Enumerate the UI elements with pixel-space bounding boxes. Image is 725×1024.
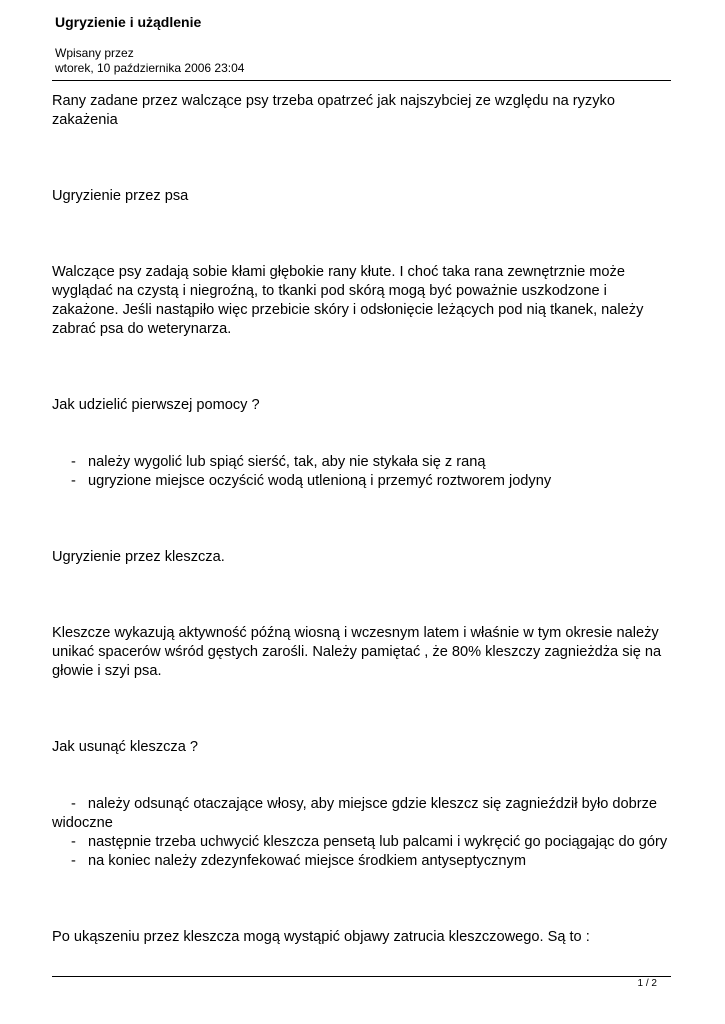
list-item: - na koniec należy zdezynfekować miejsce środkiem antyseptycznym <box>52 852 677 871</box>
posted-by: Wpisany przez <box>55 46 134 60</box>
symptoms-paragraph: Po ukąszeniu przez kleszcza mogą wystąpić objawy zatrucia kleszczowego. Są to : <box>52 929 590 945</box>
heading-dog-bite: Ugryzienie przez psa <box>52 188 189 204</box>
intro-paragraph: Rany zadane przez walczące psy trzeba opatrzeć jak najszybciej ze względu na ryzyko zakażenia <box>52 93 615 128</box>
list-item: - należy odsunąć otaczające włosy, aby miejsce gdzie kleszcz się zagnieździł było dobrze widoczne <box>52 796 658 831</box>
header-divider <box>52 80 671 81</box>
remove-tick-list <box>52 795 677 871</box>
footer-divider <box>52 976 671 977</box>
article-title: Ugryzienie i użądlenie <box>55 14 202 30</box>
heading-tick-bite: Ugryzienie przez kleszcza. <box>52 549 225 565</box>
list-item: - następnie trzeba uchwycić kleszcza pensetą lub palcami i wykręcić go pociągając do góry <box>52 833 677 852</box>
list-item: - należy wygolić lub spiąć sierść, tak, aby nie stykała się z raną <box>52 453 677 472</box>
post-date: wtorek, 10 października 2006 23:04 <box>55 61 245 75</box>
article-meta <box>55 46 244 76</box>
page-number: 1 / 2 <box>637 978 657 989</box>
article-body <box>52 92 677 947</box>
dog-bite-paragraph: Walczące psy zadają sobie kłami głębokie rany kłute. I choć taka rana zewnętrznie może wyglądać na czystą i niegroźną, to tkanki pod skórą mogą być poważnie uszkodzone i zakażone. Jeśli nastąpiło więc przebicie skóry i odsłonięcie leżących pod nią tkanek, należy zabrać psa do weterynarza. <box>52 264 644 337</box>
first-aid-list <box>52 453 677 491</box>
question-remove-tick: Jak usunąć kleszcza ? <box>52 739 199 755</box>
tick-paragraph: Kleszcze wykazują aktywność późną wiosną i wczesnym latem i właśnie w tym okresie należy unikać spacerów wśród gęstych zarośli. Należy pamiętać , że 80% kleszczy zagnieżdża się na głowie i szyi psa. <box>52 625 662 679</box>
list-item: - ugryzione miejsce oczyścić wodą utlenioną i przemyć roztworem jodyny <box>52 472 677 491</box>
question-first-aid: Jak udzielić pierwszej pomocy ? <box>52 397 260 413</box>
